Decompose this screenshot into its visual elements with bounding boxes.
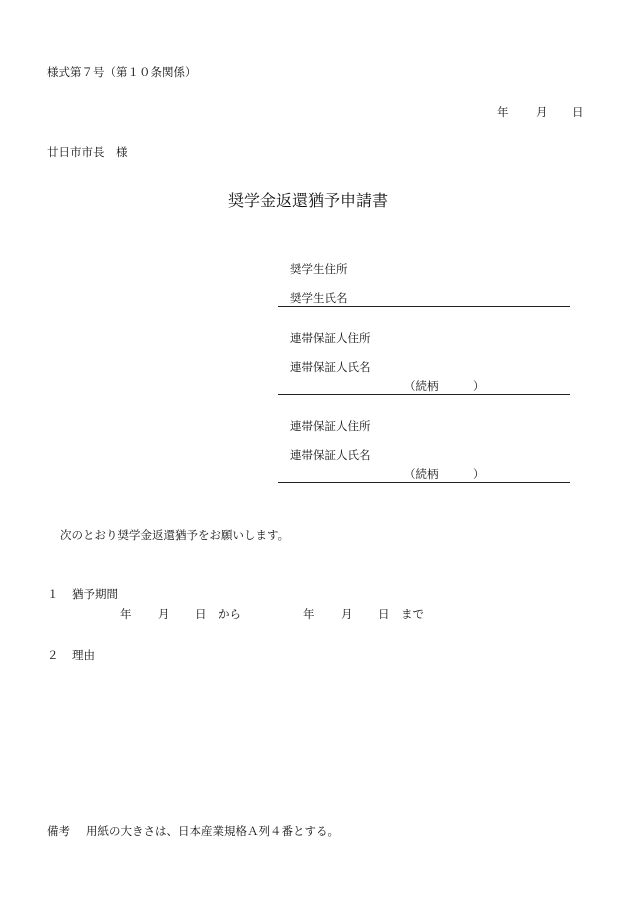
student-name-label: 奨学生氏名: [290, 291, 348, 305]
guarantor-2-address-label: 連帯保証人住所: [290, 419, 371, 433]
period-to-suffix: まで: [401, 607, 424, 621]
request-text: 次のとおり奨学金返還猶予をお願いします。: [60, 528, 290, 542]
addressee: 廿日市市長 様: [47, 145, 128, 159]
guarantor-1-relation-close: ）: [473, 379, 485, 393]
section-1-label: 猶予期間: [72, 587, 118, 601]
remarks-label: 備考: [47, 824, 70, 838]
period-from-suffix: から: [218, 607, 241, 621]
period-from-day: 日: [195, 607, 207, 621]
remarks-text: 用紙の大きさは、日本産業規格Ａ列４番とする。: [86, 824, 339, 838]
guarantor-2-relation-close: ）: [473, 467, 485, 481]
date-month-label: 月: [536, 105, 548, 119]
section-2-label: 理由: [72, 648, 95, 662]
guarantor-1-address-label: 連帯保証人住所: [290, 331, 371, 345]
student-address-label: 奨学生住所: [290, 262, 348, 276]
student-name-underline: [278, 306, 570, 307]
guarantor-1-name-label: 連帯保証人氏名: [290, 360, 371, 374]
period-to-month: 月: [341, 607, 353, 621]
section-1-number: １: [47, 587, 59, 601]
period-from-year: 年: [120, 607, 132, 621]
guarantor-2-name-label: 連帯保証人氏名: [290, 448, 371, 462]
form-number: 様式第７号（第１０条関係）: [47, 65, 197, 79]
guarantor-1-underline: [278, 394, 570, 395]
period-to-day: 日: [378, 607, 390, 621]
section-2-number: ２: [47, 648, 59, 662]
guarantor-1-relation-open: （続柄: [404, 379, 439, 393]
guarantor-2-underline: [278, 482, 570, 483]
date-day-label: 日: [572, 105, 584, 119]
period-from-month: 月: [158, 607, 170, 621]
period-to-year: 年: [303, 607, 315, 621]
date-year-label: 年: [497, 105, 509, 119]
form-title: 奨学金返還猶予申請書: [228, 191, 389, 210]
guarantor-2-relation-open: （続柄: [404, 467, 439, 481]
